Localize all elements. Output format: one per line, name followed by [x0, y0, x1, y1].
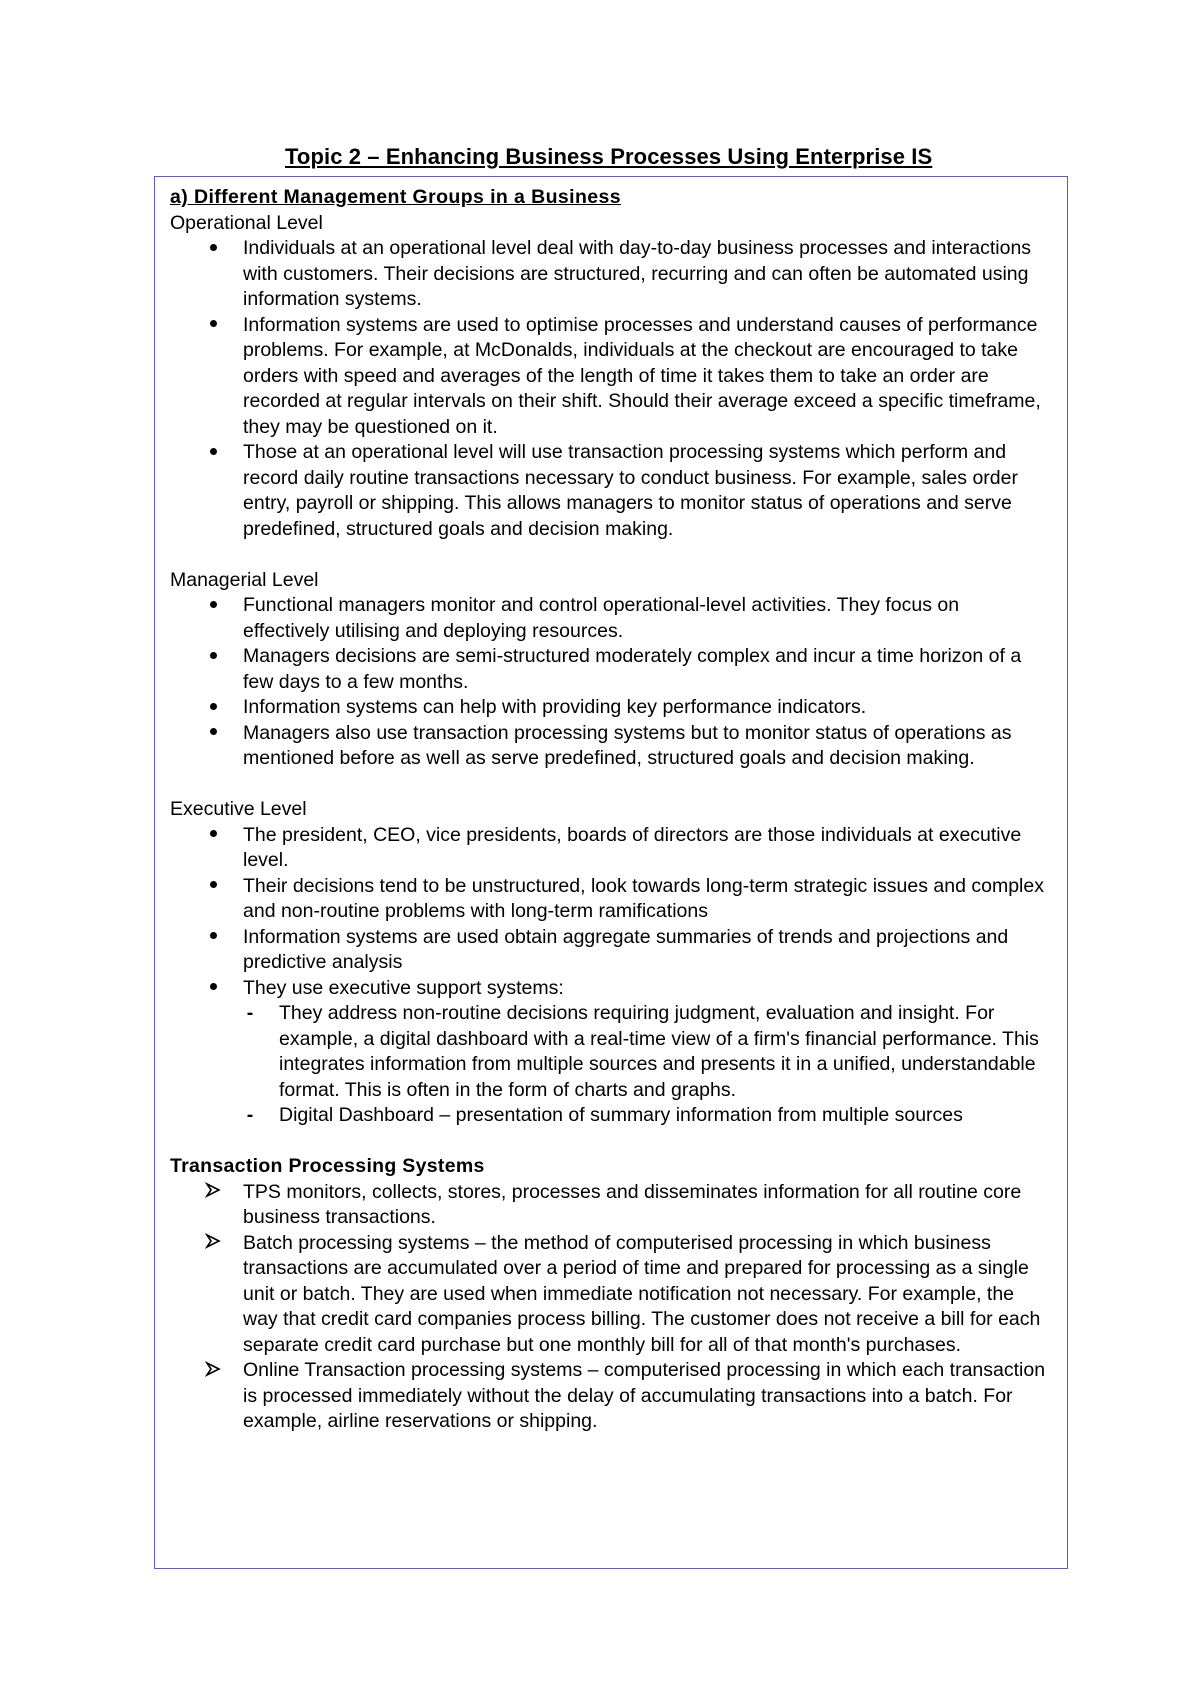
bullet-dot-icon [210, 932, 217, 939]
list-item: Managers also use transaction processing systems but to monitor status of operations as mentioned before as well as serve predefined, structured goals and decision making. [170, 721, 1047, 772]
dash-marker: - [246, 1002, 254, 1024]
tps-arrow-list [170, 1180, 1047, 1435]
arrow-bullet-icon [205, 1182, 221, 1198]
executive-bullet-list [170, 823, 1047, 1129]
list-item: Online Transaction processing systems – computerised processing in which each transaction is processed immediately without the delay of accumulating transactions into a batch. For example, airline reservations or shipping. [170, 1358, 1047, 1435]
list-item: Information systems can help with providing key performance indicators. [170, 695, 1047, 721]
bullet-dot-icon [210, 703, 217, 710]
list-item: Batch processing systems – the method of computerised processing in which business transactions are accumulated over a period of time and prepared for processing as a single unit or batch. They are used when immediate notification not necessary. For example, the way that credit card companies process billing. The customer does not receive a bill for each separate credit card purchase but one monthly bill for all of that month's purchases. [170, 1231, 1047, 1359]
bullet-dot-icon [210, 830, 217, 837]
tps-heading: Transaction Processing Systems [170, 1155, 485, 1177]
arrow-bullet-icon [205, 1361, 221, 1377]
sub-list-item: - They address non-routine decisions requiring judgment, evaluation and insight. For example, a digital dashboard with a real-time view of a firm's financial performance. This integrates information from multiple sources and presents it in a unified, understandable format. This is often in the form of charts and graphs. [243, 1001, 1047, 1103]
list-item: Information systems are used to optimise processes and understand causes of performance problems. For example, at McDonalds, individuals at the checkout are encouraged to take orders with speed and averages of the length of time it takes them to take an order are recorded at regular intervals on their shift. Should their average exceed a specific timeframe, they may be questioned on it. [170, 313, 1047, 441]
bullet-dot-icon [210, 448, 217, 455]
arrow-bullet-icon [205, 1233, 221, 1249]
list-item: Information systems are used obtain aggregate summaries of trends and projections and predictive analysis [170, 925, 1047, 976]
operational-bullet-list [170, 236, 1047, 542]
sub-list-item: - Digital Dashboard – presentation of summary information from multiple sources [243, 1103, 1047, 1129]
executive-level-heading: Executive Level [170, 798, 307, 820]
bullet-dot-icon [210, 320, 217, 327]
list-item: TPS monitors, collects, stores, processes and disseminates information for all routine core business transactions. [170, 1180, 1047, 1231]
list-item: Individuals at an operational level deal with day-to-day business processes and interactions with customers. Their decisions are structured, recurring and can often be automated using information systems. [170, 236, 1047, 313]
list-item: Managers decisions are semi-structured moderately complex and incur a time horizon of a few days to a few months. [170, 644, 1047, 695]
list-item: Those at an operational level will use transaction processing systems which perform and record daily routine transactions necessary to conduct business. For example, sales order entry, payroll or shipping. This allows managers to monitor status of operations and serve predefined, structured goals and decision making. [170, 440, 1047, 542]
managerial-bullet-list [170, 593, 1047, 772]
operational-level-heading: Operational Level [170, 211, 323, 234]
list-item: They use executive support systems: - They address non-routine decisions requiring judgment, evaluation and insight. For example, a digital dashboard with a real-time view of a firm's financial performance. This integrates information from multiple sources and presents it in a unified, understandable format. This is often in the form of charts and graphs. - Digital Dashboard – presentation of summary information from multiple sources [170, 976, 1047, 1129]
content-box [154, 176, 1068, 1569]
bullet-dot-icon [210, 652, 217, 659]
bullet-dot-icon [210, 244, 217, 251]
list-item: Functional managers monitor and control operational-level activities. They focus on effectively utilising and deploying resources. [170, 593, 1047, 644]
list-item: Their decisions tend to be unstructured, look towards long-term strategic issues and complex and non-routine problems with long-term ramifications [170, 874, 1047, 925]
dash-marker: - [246, 1104, 254, 1126]
bullet-dot-icon [210, 983, 217, 990]
bullet-dot-icon [210, 728, 217, 735]
executive-sub-list [243, 1001, 1047, 1129]
bullet-dot-icon [210, 881, 217, 888]
document-title: Topic 2 – Enhancing Business Processes Using Enterprise IS [285, 144, 933, 169]
section-heading-management-groups: a) Different Management Groups in a Business [170, 186, 622, 208]
bullet-dot-icon [210, 601, 217, 608]
list-item: The president, CEO, vice presidents, boards of directors are those individuals at executive level. [170, 823, 1047, 874]
managerial-level-heading: Managerial Level [170, 568, 319, 591]
